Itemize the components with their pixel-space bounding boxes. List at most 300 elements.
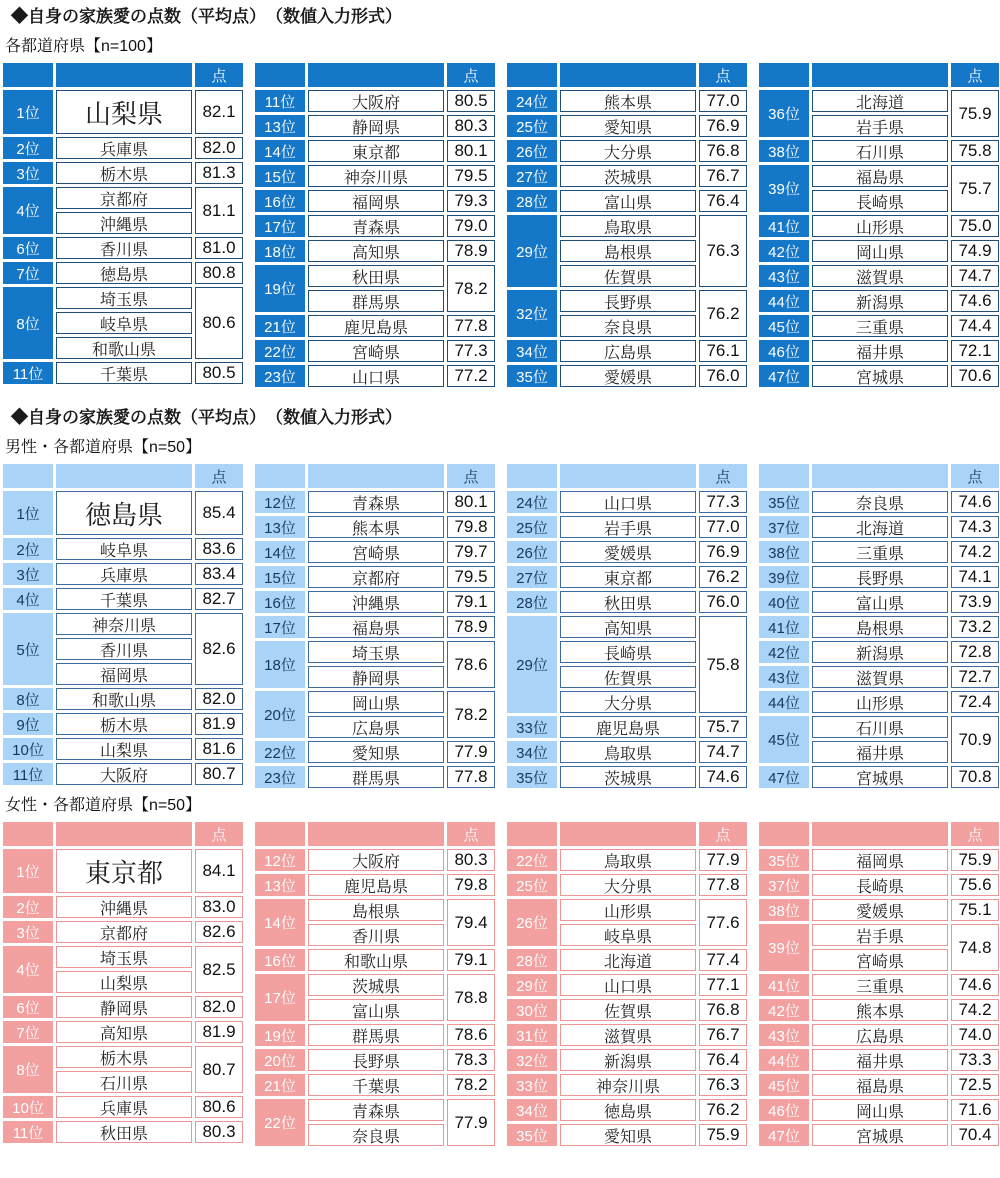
- rank-cell: 45位: [759, 716, 809, 763]
- ranking-group: [3, 822, 243, 1146]
- score-header-cell: 点: [447, 822, 495, 846]
- score-cell: 85.4: [195, 491, 243, 535]
- rank-cell: 16位: [255, 949, 305, 971]
- prefecture-cell: 宮城県: [812, 766, 948, 788]
- score-cell: 82.0: [195, 137, 243, 159]
- prefecture-cell: 北海道: [812, 90, 948, 112]
- prefecture-cell: 宮城県: [812, 1124, 948, 1146]
- prefecture-cell: 鹿児島県: [308, 315, 444, 337]
- prefecture-cell: 福島県: [308, 616, 444, 638]
- rank-cell: 47位: [759, 1124, 809, 1146]
- prefecture-cell: 福島県: [812, 1074, 948, 1096]
- rank-cell: 8位: [3, 1046, 53, 1093]
- score-cell: 78.2: [447, 265, 495, 312]
- rank-cell: 3位: [3, 563, 53, 585]
- prefecture-cell: 宮城県: [812, 365, 948, 387]
- score-cell: 72.7: [951, 666, 999, 688]
- rank-cell: 8位: [3, 287, 53, 359]
- ranking-group: [759, 63, 999, 387]
- rank-cell: 18位: [255, 240, 305, 262]
- rank-cell: 35位: [759, 849, 809, 871]
- prefecture-cell: 宮崎県: [308, 541, 444, 563]
- prefecture-cell: 広島県: [308, 716, 444, 738]
- prefecture-cell: 東京都: [56, 849, 192, 893]
- header-spacer-cell: [759, 63, 809, 87]
- score-cell: 70.9: [951, 716, 999, 763]
- prefecture-cell: 青森県: [308, 1099, 444, 1121]
- rank-cell: 1位: [3, 90, 53, 134]
- ranking-group: [3, 464, 243, 788]
- prefecture-cell: 秋田県: [56, 1121, 192, 1143]
- rank-cell: 11位: [255, 90, 305, 112]
- rank-cell: 34位: [507, 1099, 557, 1121]
- prefecture-cell: 和歌山県: [56, 337, 192, 359]
- rank-cell: 26位: [507, 899, 557, 946]
- score-cell: 75.7: [951, 165, 999, 212]
- header-spacer-cell: [56, 464, 192, 488]
- rank-cell: 35位: [507, 365, 557, 387]
- score-cell: 70.6: [951, 365, 999, 387]
- score-cell: 84.1: [195, 849, 243, 893]
- rank-cell: 33位: [507, 716, 557, 738]
- header-spacer-cell: [812, 464, 948, 488]
- score-cell: 82.6: [195, 921, 243, 943]
- rank-cell: 14位: [255, 899, 305, 946]
- score-cell: 74.6: [699, 766, 747, 788]
- prefecture-cell: 高知県: [560, 616, 696, 638]
- header-spacer-cell: [507, 822, 557, 846]
- ranking-table: [3, 464, 997, 788]
- score-cell: 78.3: [447, 1049, 495, 1071]
- score-cell: 74.6: [951, 491, 999, 513]
- prefecture-cell: 徳島県: [56, 262, 192, 284]
- prefecture-cell: 佐賀県: [560, 265, 696, 287]
- rank-cell: 3位: [3, 921, 53, 943]
- rank-cell: 36位: [759, 90, 809, 137]
- prefecture-cell: 福島県: [812, 165, 948, 187]
- rank-cell: 41位: [759, 974, 809, 996]
- score-cell: 81.6: [195, 738, 243, 760]
- score-cell: 82.1: [195, 90, 243, 134]
- rank-cell: 13位: [255, 516, 305, 538]
- prefecture-cell: 福井県: [812, 741, 948, 763]
- rank-cell: 39位: [759, 566, 809, 588]
- prefecture-cell: 愛知県: [560, 115, 696, 137]
- ranking-group: [507, 822, 747, 1146]
- prefecture-cell: 長崎県: [812, 190, 948, 212]
- score-cell: 74.4: [951, 315, 999, 337]
- score-cell: 77.6: [699, 899, 747, 946]
- rank-cell: 24位: [507, 90, 557, 112]
- section-overall: [3, 6, 997, 387]
- score-cell: 75.1: [951, 899, 999, 921]
- rank-cell: 46位: [759, 1099, 809, 1121]
- ranking-group: [507, 464, 747, 788]
- score-header-cell: 点: [951, 464, 999, 488]
- section-title: ◆自身の家族愛の点数（平均点） （数値入力形式）: [11, 7, 402, 26]
- score-cell: 76.8: [699, 140, 747, 162]
- rank-cell: 23位: [255, 365, 305, 387]
- score-cell: 76.7: [699, 1024, 747, 1046]
- rank-cell: 16位: [255, 591, 305, 613]
- rank-cell: 1位: [3, 849, 53, 893]
- prefecture-cell: 島根県: [560, 240, 696, 262]
- score-cell: 75.9: [951, 849, 999, 871]
- prefecture-cell: 長野県: [560, 290, 696, 312]
- prefecture-cell: 広島県: [560, 340, 696, 362]
- prefecture-cell: 岡山県: [308, 691, 444, 713]
- ranking-table: [3, 63, 997, 387]
- prefecture-cell: 山形県: [560, 899, 696, 921]
- prefecture-cell: 山梨県: [56, 90, 192, 134]
- score-cell: 76.0: [699, 365, 747, 387]
- rank-cell: 3位: [3, 162, 53, 184]
- prefecture-cell: 神奈川県: [560, 1074, 696, 1096]
- score-cell: 80.5: [447, 90, 495, 112]
- rank-cell: 32位: [507, 1049, 557, 1071]
- prefecture-cell: 愛知県: [560, 1124, 696, 1146]
- rank-cell: 28位: [507, 591, 557, 613]
- score-header-cell: 点: [447, 464, 495, 488]
- score-header-cell: 点: [699, 822, 747, 846]
- rank-cell: 11位: [3, 1121, 53, 1143]
- ranking-group: [3, 63, 243, 387]
- header-spacer-cell: [308, 464, 444, 488]
- rank-cell: 28位: [507, 949, 557, 971]
- header-spacer-cell: [255, 63, 305, 87]
- prefecture-cell: 大阪府: [308, 849, 444, 871]
- score-cell: 83.0: [195, 896, 243, 918]
- header-spacer-cell: [3, 63, 53, 87]
- prefecture-cell: 山形県: [812, 691, 948, 713]
- prefecture-cell: 茨城県: [308, 974, 444, 996]
- prefecture-cell: 静岡県: [56, 996, 192, 1018]
- prefecture-cell: 沖縄県: [56, 896, 192, 918]
- prefecture-cell: 北海道: [560, 949, 696, 971]
- prefecture-cell: 佐賀県: [560, 666, 696, 688]
- score-header-cell: 点: [699, 63, 747, 87]
- prefecture-cell: 兵庫県: [56, 563, 192, 585]
- rank-cell: 47位: [759, 365, 809, 387]
- prefecture-cell: 熊本県: [560, 90, 696, 112]
- score-cell: 78.6: [447, 641, 495, 688]
- section-title: ◆自身の家族愛の点数（平均点） （数値入力形式）: [11, 408, 402, 428]
- rank-cell: 28位: [507, 190, 557, 212]
- rank-cell: 26位: [507, 541, 557, 563]
- score-cell: 82.0: [195, 688, 243, 710]
- header-spacer-cell: [3, 822, 53, 846]
- header-spacer-cell: [560, 822, 696, 846]
- prefecture-cell: 埼玉県: [56, 287, 192, 309]
- score-header-cell: 点: [951, 63, 999, 87]
- rank-cell: 34位: [507, 340, 557, 362]
- score-cell: 77.0: [699, 516, 747, 538]
- rank-cell: 26位: [507, 140, 557, 162]
- rank-cell: 37位: [759, 874, 809, 896]
- rank-cell: 14位: [255, 541, 305, 563]
- prefecture-cell: 北海道: [812, 516, 948, 538]
- rank-cell: 35位: [759, 491, 809, 513]
- score-cell: 80.6: [195, 1096, 243, 1118]
- rank-cell: 20位: [255, 691, 305, 738]
- score-cell: 77.2: [447, 365, 495, 387]
- prefecture-cell: 京都府: [308, 566, 444, 588]
- score-cell: 78.2: [447, 691, 495, 738]
- prefecture-cell: 富山県: [560, 190, 696, 212]
- rank-cell: 42位: [759, 641, 809, 663]
- prefecture-cell: 京都府: [56, 921, 192, 943]
- score-cell: 78.6: [447, 1024, 495, 1046]
- score-header-cell: 点: [951, 822, 999, 846]
- rank-cell: 35位: [507, 1124, 557, 1146]
- prefecture-cell: 新潟県: [812, 641, 948, 663]
- score-cell: 76.2: [699, 566, 747, 588]
- prefecture-cell: 茨城県: [560, 165, 696, 187]
- score-cell: 83.6: [195, 538, 243, 560]
- prefecture-cell: 福岡県: [308, 190, 444, 212]
- prefecture-cell: 東京都: [560, 566, 696, 588]
- rank-cell: 45位: [759, 1074, 809, 1096]
- prefecture-cell: 大阪府: [56, 763, 192, 785]
- prefecture-cell: 長野県: [308, 1049, 444, 1071]
- prefecture-cell: 奈良県: [560, 315, 696, 337]
- score-cell: 79.8: [447, 874, 495, 896]
- rank-cell: 35位: [507, 766, 557, 788]
- rank-cell: 29位: [507, 616, 557, 713]
- rank-cell: 22位: [255, 1099, 305, 1146]
- prefecture-cell: 佐賀県: [560, 999, 696, 1021]
- score-cell: 80.5: [195, 362, 243, 384]
- prefecture-cell: 富山県: [812, 591, 948, 613]
- score-cell: 77.9: [447, 1099, 495, 1146]
- prefecture-cell: 静岡県: [308, 115, 444, 137]
- score-cell: 79.4: [447, 899, 495, 946]
- rank-cell: 43位: [759, 666, 809, 688]
- rank-cell: 19位: [255, 1024, 305, 1046]
- score-cell: 83.4: [195, 563, 243, 585]
- score-cell: 79.1: [447, 949, 495, 971]
- rank-cell: 39位: [759, 924, 809, 971]
- rank-cell: 1位: [3, 491, 53, 535]
- score-cell: 77.3: [447, 340, 495, 362]
- score-cell: 80.6: [195, 287, 243, 359]
- rank-cell: 32位: [507, 290, 557, 337]
- rank-cell: 22位: [507, 849, 557, 871]
- rank-cell: 39位: [759, 165, 809, 212]
- prefecture-cell: 滋賀県: [812, 666, 948, 688]
- ranking-group: [759, 822, 999, 1146]
- rank-cell: 8位: [3, 688, 53, 710]
- prefecture-cell: 沖縄県: [308, 591, 444, 613]
- score-cell: 73.9: [951, 591, 999, 613]
- score-cell: 76.0: [699, 591, 747, 613]
- rank-cell: 41位: [759, 616, 809, 638]
- score-cell: 72.4: [951, 691, 999, 713]
- score-cell: 74.3: [951, 516, 999, 538]
- rank-cell: 21位: [255, 315, 305, 337]
- score-cell: 76.1: [699, 340, 747, 362]
- prefecture-cell: 栃木県: [56, 162, 192, 184]
- prefecture-cell: 兵庫県: [56, 137, 192, 159]
- prefecture-cell: 千葉県: [56, 588, 192, 610]
- score-cell: 72.8: [951, 641, 999, 663]
- rank-cell: 27位: [507, 165, 557, 187]
- section-subtitle: 各都道府県【n=100】: [5, 38, 162, 56]
- score-cell: 76.3: [699, 1074, 747, 1096]
- rank-cell: 9位: [3, 713, 53, 735]
- prefecture-cell: 埼玉県: [308, 641, 444, 663]
- prefecture-cell: 福井県: [812, 340, 948, 362]
- prefecture-cell: 千葉県: [308, 1074, 444, 1096]
- rank-cell: 40位: [759, 591, 809, 613]
- rank-cell: 17位: [255, 616, 305, 638]
- prefecture-cell: 愛知県: [308, 741, 444, 763]
- rank-cell: 44位: [759, 1049, 809, 1071]
- header-spacer-cell: [759, 464, 809, 488]
- header-spacer-cell: [560, 63, 696, 87]
- rank-cell: 17位: [255, 974, 305, 1021]
- rank-cell: 46位: [759, 340, 809, 362]
- prefecture-cell: 群馬県: [308, 290, 444, 312]
- rank-cell: 13位: [255, 115, 305, 137]
- score-cell: 74.6: [951, 290, 999, 312]
- rank-cell: 7位: [3, 262, 53, 284]
- score-cell: 77.8: [447, 315, 495, 337]
- score-cell: 74.9: [951, 240, 999, 262]
- prefecture-cell: 山梨県: [56, 971, 192, 993]
- score-cell: 76.8: [699, 999, 747, 1021]
- rank-cell: 42位: [759, 999, 809, 1021]
- ranking-group: [255, 63, 495, 387]
- prefecture-cell: 秋田県: [560, 591, 696, 613]
- score-cell: 74.0: [951, 1024, 999, 1046]
- score-cell: 80.1: [447, 140, 495, 162]
- score-cell: 79.0: [447, 215, 495, 237]
- prefecture-cell: 宮崎県: [308, 340, 444, 362]
- score-cell: 81.9: [195, 713, 243, 735]
- prefecture-cell: 愛媛県: [560, 365, 696, 387]
- prefecture-cell: 岩手県: [560, 516, 696, 538]
- score-cell: 74.1: [951, 566, 999, 588]
- rank-cell: 2位: [3, 538, 53, 560]
- prefecture-cell: 山梨県: [56, 738, 192, 760]
- score-cell: 76.9: [699, 115, 747, 137]
- prefecture-cell: 鳥取県: [560, 215, 696, 237]
- score-cell: 76.2: [699, 1099, 747, 1121]
- score-cell: 70.8: [951, 766, 999, 788]
- prefecture-cell: 大阪府: [308, 90, 444, 112]
- rank-cell: 31位: [507, 1024, 557, 1046]
- rank-cell: 11位: [3, 362, 53, 384]
- prefecture-cell: 福井県: [812, 1049, 948, 1071]
- score-cell: 77.9: [447, 741, 495, 763]
- prefecture-cell: 福岡県: [812, 849, 948, 871]
- prefecture-cell: 山口県: [560, 974, 696, 996]
- score-cell: 79.5: [447, 566, 495, 588]
- prefecture-cell: 熊本県: [308, 516, 444, 538]
- rank-cell: 20位: [255, 1049, 305, 1071]
- prefecture-cell: 大分県: [560, 874, 696, 896]
- rank-cell: 30位: [507, 999, 557, 1021]
- score-cell: 73.3: [951, 1049, 999, 1071]
- rank-cell: 10位: [3, 738, 53, 760]
- score-cell: 72.1: [951, 340, 999, 362]
- score-cell: 80.3: [447, 115, 495, 137]
- prefecture-cell: 大分県: [560, 691, 696, 713]
- rank-cell: 43位: [759, 1024, 809, 1046]
- rank-cell: 44位: [759, 691, 809, 713]
- prefecture-cell: 愛媛県: [812, 899, 948, 921]
- score-cell: 76.4: [699, 190, 747, 212]
- prefecture-cell: 高知県: [308, 240, 444, 262]
- prefecture-cell: 鹿児島県: [308, 874, 444, 896]
- score-cell: 79.1: [447, 591, 495, 613]
- score-cell: 76.3: [699, 215, 747, 287]
- rank-cell: 13位: [255, 874, 305, 896]
- prefecture-cell: 滋賀県: [560, 1024, 696, 1046]
- rank-cell: 27位: [507, 566, 557, 588]
- score-cell: 79.7: [447, 541, 495, 563]
- score-cell: 74.2: [951, 999, 999, 1021]
- ranking-group: [759, 464, 999, 788]
- score-cell: 76.9: [699, 541, 747, 563]
- rank-cell: 6位: [3, 237, 53, 259]
- prefecture-cell: 京都府: [56, 187, 192, 209]
- score-cell: 74.7: [951, 265, 999, 287]
- score-cell: 82.5: [195, 946, 243, 993]
- prefecture-cell: 千葉県: [56, 362, 192, 384]
- prefecture-cell: 沖縄県: [56, 212, 192, 234]
- header-spacer-cell: [308, 63, 444, 87]
- section-female: [3, 796, 997, 1146]
- prefecture-cell: 山形県: [812, 215, 948, 237]
- prefecture-cell: 静岡県: [308, 666, 444, 688]
- ranking-group: [255, 464, 495, 788]
- score-cell: 75.8: [699, 616, 747, 713]
- rank-cell: 7位: [3, 1021, 53, 1043]
- prefecture-cell: 富山県: [308, 999, 444, 1021]
- rank-cell: 4位: [3, 187, 53, 234]
- prefecture-cell: 岡山県: [812, 1099, 948, 1121]
- prefecture-cell: 群馬県: [308, 766, 444, 788]
- score-cell: 82.6: [195, 613, 243, 685]
- rank-cell: 19位: [255, 265, 305, 312]
- score-cell: 77.0: [699, 90, 747, 112]
- score-cell: 77.9: [699, 849, 747, 871]
- score-cell: 78.9: [447, 616, 495, 638]
- rank-cell: 37位: [759, 516, 809, 538]
- score-cell: 80.7: [195, 1046, 243, 1093]
- prefecture-cell: 長野県: [812, 566, 948, 588]
- rank-cell: 45位: [759, 315, 809, 337]
- section-male: [3, 407, 997, 788]
- score-cell: 82.0: [195, 996, 243, 1018]
- prefecture-cell: 鳥取県: [560, 849, 696, 871]
- header-spacer-cell: [507, 464, 557, 488]
- header-spacer-cell: [560, 464, 696, 488]
- score-cell: 81.3: [195, 162, 243, 184]
- score-cell: 80.1: [447, 491, 495, 513]
- rank-cell: 29位: [507, 215, 557, 287]
- rank-cell: 41位: [759, 215, 809, 237]
- section-subtitle: 女性・各都道府県【n=50】: [5, 797, 202, 815]
- prefecture-cell: 島根県: [308, 899, 444, 921]
- score-cell: 72.5: [951, 1074, 999, 1096]
- rank-cell: 15位: [255, 566, 305, 588]
- prefecture-cell: 石川県: [812, 716, 948, 738]
- rank-cell: 2位: [3, 896, 53, 918]
- header-spacer-cell: [56, 822, 192, 846]
